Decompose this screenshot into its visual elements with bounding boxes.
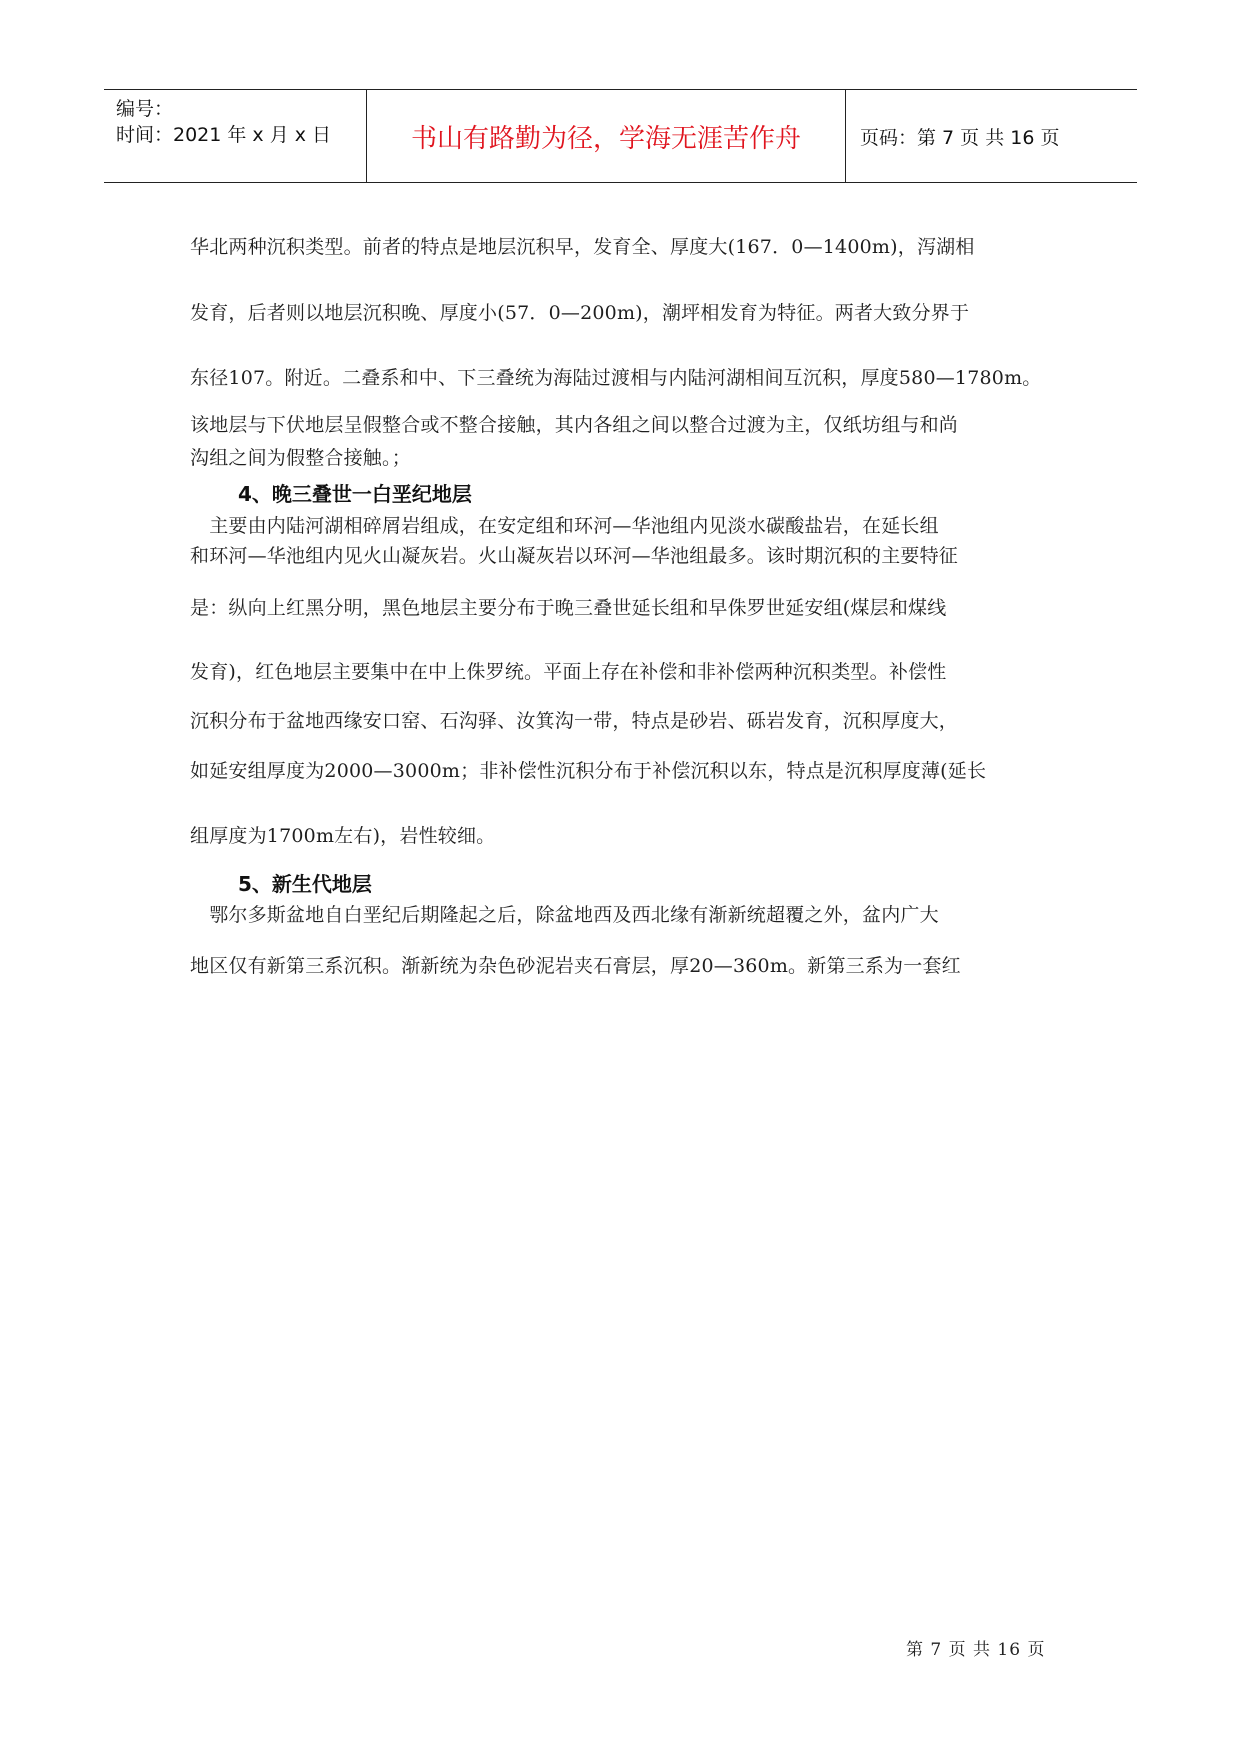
body-line: 主要由内陆河湖相碎屑岩组成，在安定组和环河—华池组内见淡水碳酸盐岩，在延长组 [190, 515, 939, 537]
page-footer: 第 7 页 共 16 页 [906, 1640, 1046, 1660]
header-page-cell [846, 90, 1137, 182]
page-header [104, 89, 1137, 183]
body-line: 如延安组厚度为2000—3000m；非补偿性沉积分布于补偿沉积以东，特点是沉积厚度薄(延长 [190, 760, 987, 782]
section-heading-5: 5、新生代地层 [238, 872, 372, 896]
body-line: 沟组之间为假整合接触。； [190, 447, 411, 469]
body-line: 地区仅有新第三系沉积。渐新统为杂色砂泥岩夹石膏层，厚20—360m。新第三系为一套红 [190, 955, 961, 977]
date-label: 时间：2021 年 x 月 x 日 [116, 124, 332, 146]
body-line: 发育，后者则以地层沉积晚、厚度小(57．0—200m)，潮坪相发育为特征。两者大致分界于 [190, 302, 970, 324]
body-line: 和环河—华池组内见火山凝灰岩。火山凝灰岩以环河—华池组最多。该时期沉积的主要特征 [190, 545, 959, 567]
body-line: 是：纵向上红黑分明，黑色地层主要分布于晚三叠世延长组和早侏罗世延安组(煤层和煤线 [190, 597, 947, 619]
body-line: 发育)，红色地层主要集中在中上侏罗统。平面上存在补偿和非补偿两种沉积类型。补偿性 [190, 661, 947, 683]
motto-text: 书山有路勤为径，学海无涯苦作舟 [410, 124, 801, 154]
page-number-label: 页码：第 7 页 共 16 页 [860, 127, 1060, 149]
body-line: 华北两种沉积类型。前者的特点是地层沉积早，发育全、厚度大(167．0—1400m)，泻湖相 [190, 236, 975, 258]
body-line: 东径107。附近。二叠系和中、下三叠统为海陆过渡相与内陆河湖相间互沉积，厚度580—1780m。 [190, 367, 1042, 389]
header-motto-cell [367, 90, 846, 182]
body-line: 该地层与下伏地层呈假整合或不整合接触，其内各组之间以整合过渡为主，仅纸坊组与和尚 [190, 414, 959, 436]
header-info-cell [104, 90, 367, 182]
body-line: 鄂尔多斯盆地自白垩纪后期隆起之后，除盆地西及西北缘有渐新统超覆之外，盆内广大 [190, 904, 939, 926]
serial-number-label: 编号： [116, 98, 174, 120]
body-line: 组厚度为1700m左右)，岩性较细。 [190, 825, 496, 847]
section-heading-4: 4、晚三叠世一白垩纪地层 [238, 482, 472, 506]
body-line: 沉积分布于盆地西缘安口窑、石沟驿、汝箕沟一带，特点是砂岩、砾岩发育，沉积厚度大， [190, 710, 959, 732]
